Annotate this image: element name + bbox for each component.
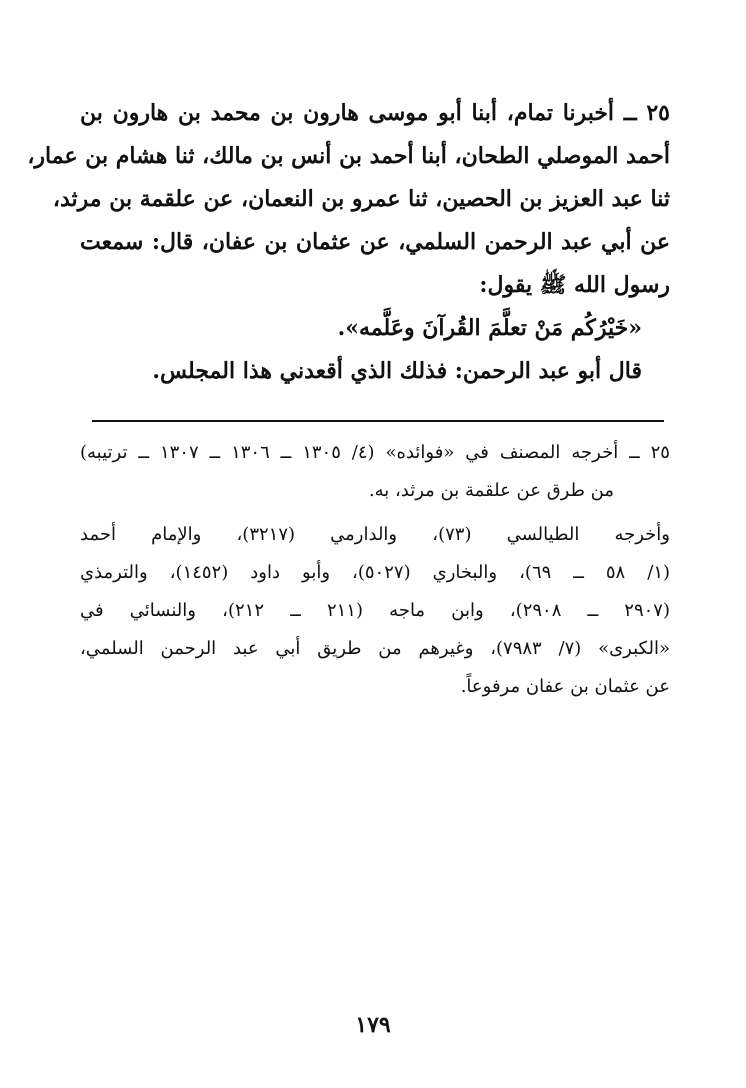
hadith-line-2: أحمد الموصلي الطحان، أبنا أحمد بن أنس بن مالك، ثنا هشام بن عمار، (27, 143, 670, 169)
hadith-quote: «خَيْرُكُم مَنْ تعلَّمَ القُرآنَ وعَلَّمه». (337, 315, 642, 341)
footnote-divider (92, 420, 664, 422)
hadith-line-1: ٢٥ ــ أخبرنا تمام، أبنا أبو موسى هارون بن محمد بن هارون بن (80, 100, 670, 126)
footnotes (80, 434, 670, 706)
hadith-text (27, 92, 670, 393)
hadith-line-4: عن أبي عبد الرحمن السلمي، عن عثمان بن عفان، قال: سمعت (80, 229, 670, 255)
footnote-line-2: من طرق عن علقمة بن مرثد، به. (368, 480, 614, 501)
footnote-line-6: «الكبرى» (٧/ ٧٩٨٣)، وغيرهم من طريق أبي عبد الرحمن السلمي، (80, 638, 670, 659)
footnote-line-1: ٢٥ ــ أخرجه المصنف في «فوائده» (٤/ ١٣٠٥ ــ ١٣٠٦ ــ ١٣٠٧ ــ ترتيبه) (80, 442, 670, 463)
hadith-line-3: ثنا عبد العزيز بن الحصين، ثنا عمرو بن النعمان، عن علقمة بن مرثد، (52, 186, 670, 212)
footnote-line-4: (١/ ٥٨ ــ ٦٩)، والبخاري (٥٠٢٧)، وأبو داود (١٤٥٢)، والترمذي (80, 562, 671, 583)
hadith-closing-line: قال أبو عبد الرحمن: فذلك الذي أقعدني هذا المجلس. (152, 358, 642, 384)
footnote-line-3: وأخرجه الطيالسي (٧٣)، والدارمي (٣٢١٧)، والإمام أحمد (80, 524, 670, 545)
hadith-line-5: رسول الله ﷺ يقول: (479, 272, 670, 298)
footnote-line-5: (٢٩٠٧ ــ ٢٩٠٨)، وابن ماجه (٢١١ ــ ٢١٢)، والنسائي في (80, 600, 670, 621)
footnote-line-7: عن عثمان بن عفان مرفوعاً. (460, 676, 670, 697)
page-number: ١٧٩ (355, 1012, 391, 1038)
